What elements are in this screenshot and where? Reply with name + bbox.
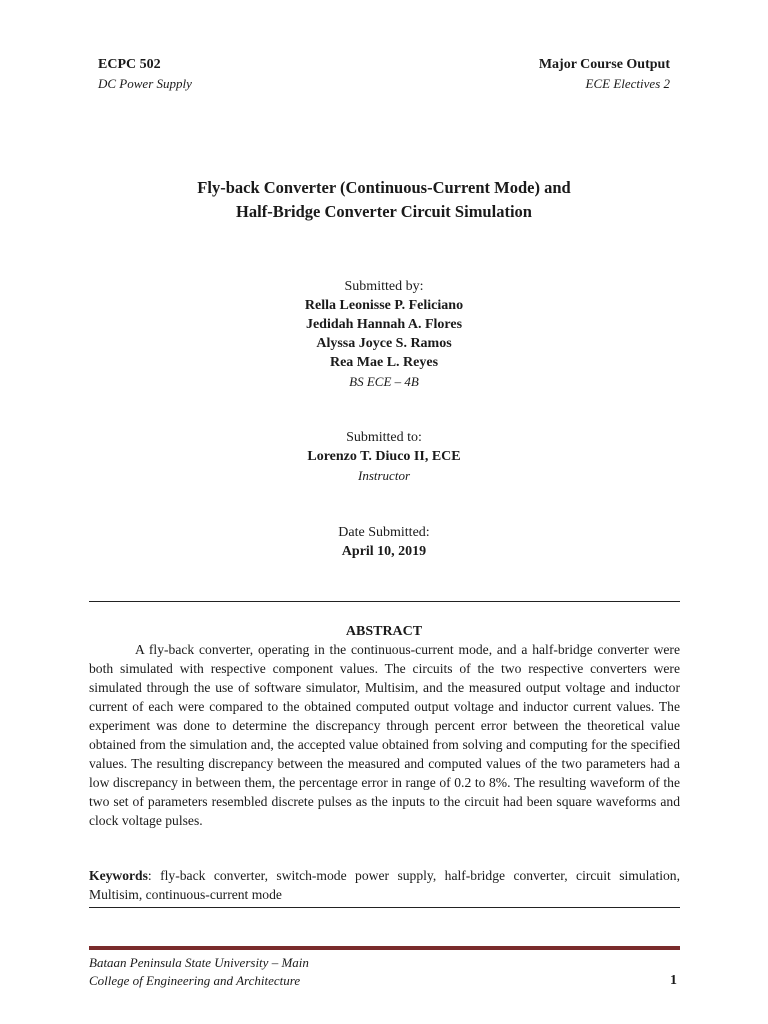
college-name: College of Engineering and Architecture	[89, 973, 301, 988]
document-title	[0, 176, 768, 224]
page-number: 1	[670, 973, 677, 988]
author-name: Rea Mae L. Reyes	[329, 355, 439, 370]
header-left	[98, 55, 192, 93]
section: BS ECE – 4B	[349, 374, 419, 389]
date-block	[0, 523, 768, 561]
output-type: Major Course Output	[538, 57, 670, 72]
footer-bar	[89, 946, 680, 950]
course-code: ECPC 502	[98, 57, 161, 72]
submitted-to-block	[0, 428, 768, 485]
keywords-label: Keywords	[89, 868, 148, 883]
keywords-paragraph	[89, 866, 680, 904]
date-label: Date Submitted:	[338, 525, 430, 540]
submitted-by-block	[0, 277, 768, 391]
divider	[89, 907, 680, 908]
abstract-heading: ABSTRACT	[345, 624, 423, 639]
submitted-to-label: Submitted to:	[346, 430, 422, 445]
abstract-body	[89, 640, 680, 830]
elective: ECE Electives 2	[585, 76, 670, 91]
abstract-text: A fly-back converter, operating in the continuous-current mode, and a half-bridge converter were both simulated with respective component values. The circuits of the two respective converters were simulated through the use of software simulator, Multisim, and the measured output voltage and inductor current of each were compared to the obtained computed output voltage and inductor current values. The experiment was done to determine the discrepancy through percent error between the theoretical value obtained from the simulation and, the accepted value obtained from solving and computing for the specified values. The resulting discrepancy between the measured and computed values of the two parameters had a low discrepancy in between them, the percentage error in range of 0.2 to 8%. The resulting waveform of the two set of parameters resembled discrete pulses as the inputs to the circuit had been square waveforms and clock voltage pulses.	[89, 642, 680, 828]
divider	[89, 601, 680, 602]
university-name: Bataan Peninsula State University – Main	[89, 955, 309, 970]
instructor-name: Lorenzo T. Diuco II, ECE	[307, 449, 461, 464]
date-value: April 10, 2019	[341, 544, 427, 559]
header-right	[539, 55, 670, 93]
title-line-2: Half-Bridge Converter Circuit Simulation	[236, 202, 532, 221]
author-name: Rella Leonisse P. Feliciano	[304, 298, 464, 313]
author-name: Alyssa Joyce S. Ramos	[316, 336, 452, 351]
instructor-role: Instructor	[358, 468, 410, 483]
keywords-text: : fly-back converter, switch-mode power supply, half-bridge converter, circuit simulation, Multisim, continuous-current mode	[89, 868, 680, 902]
footer-institution	[89, 954, 309, 990]
course-title: DC Power Supply	[98, 76, 192, 91]
title-line-1: Fly-back Converter (Continuous-Current Mode) and	[197, 178, 571, 197]
submitted-by-label: Submitted by:	[344, 279, 424, 294]
author-name: Jedidah Hannah A. Flores	[305, 317, 463, 332]
